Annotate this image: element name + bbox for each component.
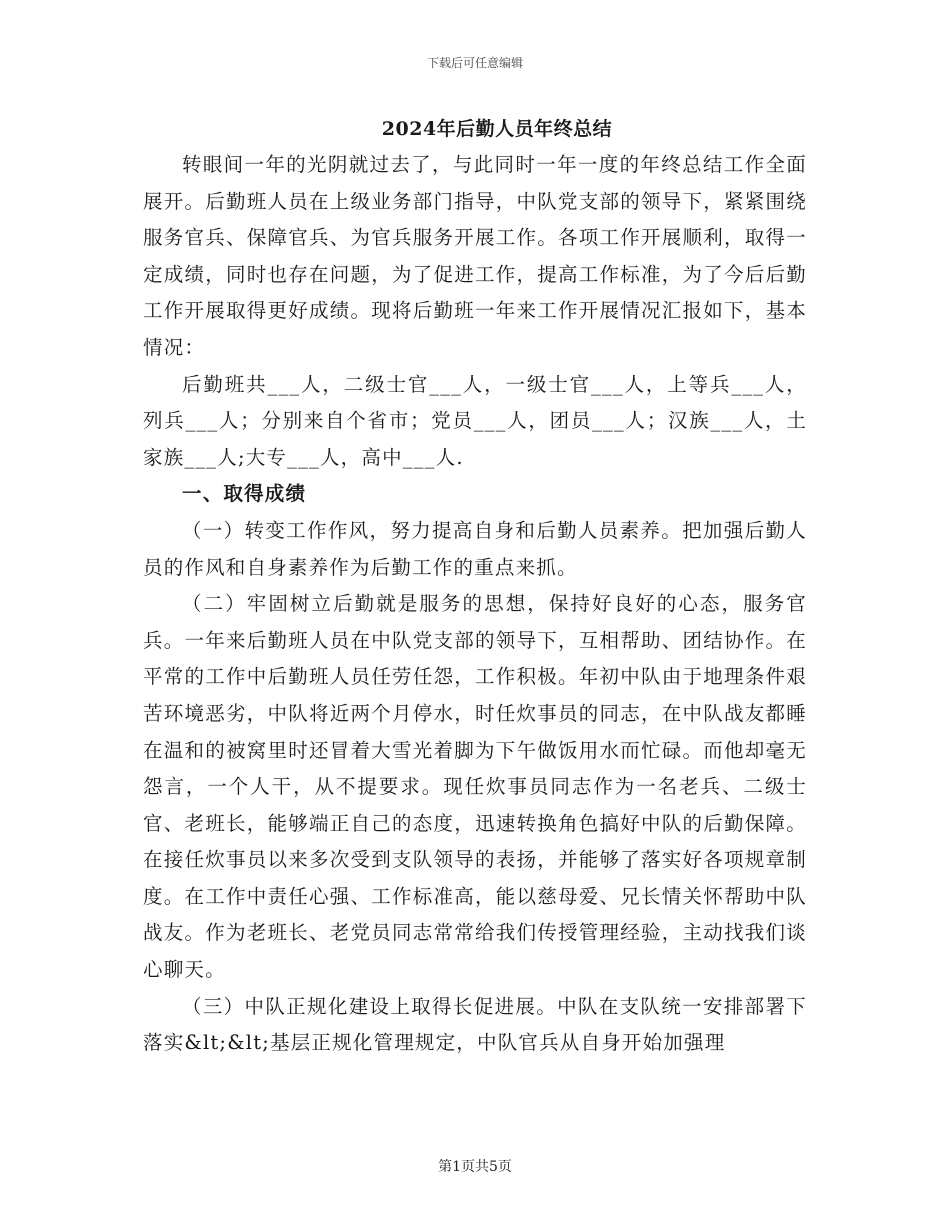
paragraph-item-1: （一）转变工作作风，努力提高自身和后勤人员素养。把加强后勤人员的作风和自身素养作为后勤工作的重点来抓。 xyxy=(143,518,807,579)
paragraph-basic-info: 后勤班共___人，二级士官___人，一级士官___人，上等兵___人，列兵___人；分别来自个省市；党员___人，团员___人；汉族___人，土家族___人;大专___人，高中___人. xyxy=(143,372,807,469)
paragraph-item-2: （二）牢固树立后勤就是服务的思想，保持好良好的心态，服务官兵。一年来后勤班人员在中队党支部的领导下，互相帮助、团结协作。在平常的工作中后勤班人员任劳任怨，工作积极。年初中队由于地理条件艰苦环境恶劣，中队将近两个月停水，时任炊事员的同志，在中队战友都睡在温和的被窝里时还冒着大雪光着脚为下午做饭用水而忙碌。而他却毫无怨言，一个人干，从不提要求。现任炊事员同志作为一名老兵、二级士官、老班长，能够端正自己的态度，迅速转换角色搞好中队的后勤保障。在接任炊事员以来多次受到支队领导的表扬，并能够了落实好各项规章制度。在工作中责任心强、工作标准高，能以慈母爱、兄长情关怀帮助中队战友。作为老班长、老党员同志常常给我们传授管理经验，主动找我们谈心聊天。 xyxy=(143,592,807,982)
paragraph-item-3: （三）中队正规化建设上取得长促进展。中队在支队统一安排部署下落实&lt;&lt;基层正规化管理规定，中队官兵从自身开始加强理 xyxy=(143,994,807,1055)
document-body xyxy=(143,147,807,1062)
page-number: 第1页共5页 xyxy=(438,1159,512,1175)
section-heading-achievements: 一、取得成绩 xyxy=(182,482,307,506)
document-title: 2024年后勤人员年终总结 xyxy=(381,118,613,140)
paragraph-intro: 转眼间一年的光阴就过去了，与此同时一年一度的年终总结工作全面展开。后勤班人员在上级业务部门指导，中队党支部的领导下，紧紧围绕服务官兵、保障官兵、为官兵服务开展工作。各项工作开展顺利，取得一定成绩，同时也存在问题，为了促进工作，提高工作标准，为了今后后勤工作开展取得更好成绩。现将后勤班一年来工作开展情况汇报如下，基本情况： xyxy=(143,153,807,359)
header-note: 下载后可任意编辑 xyxy=(426,56,523,70)
